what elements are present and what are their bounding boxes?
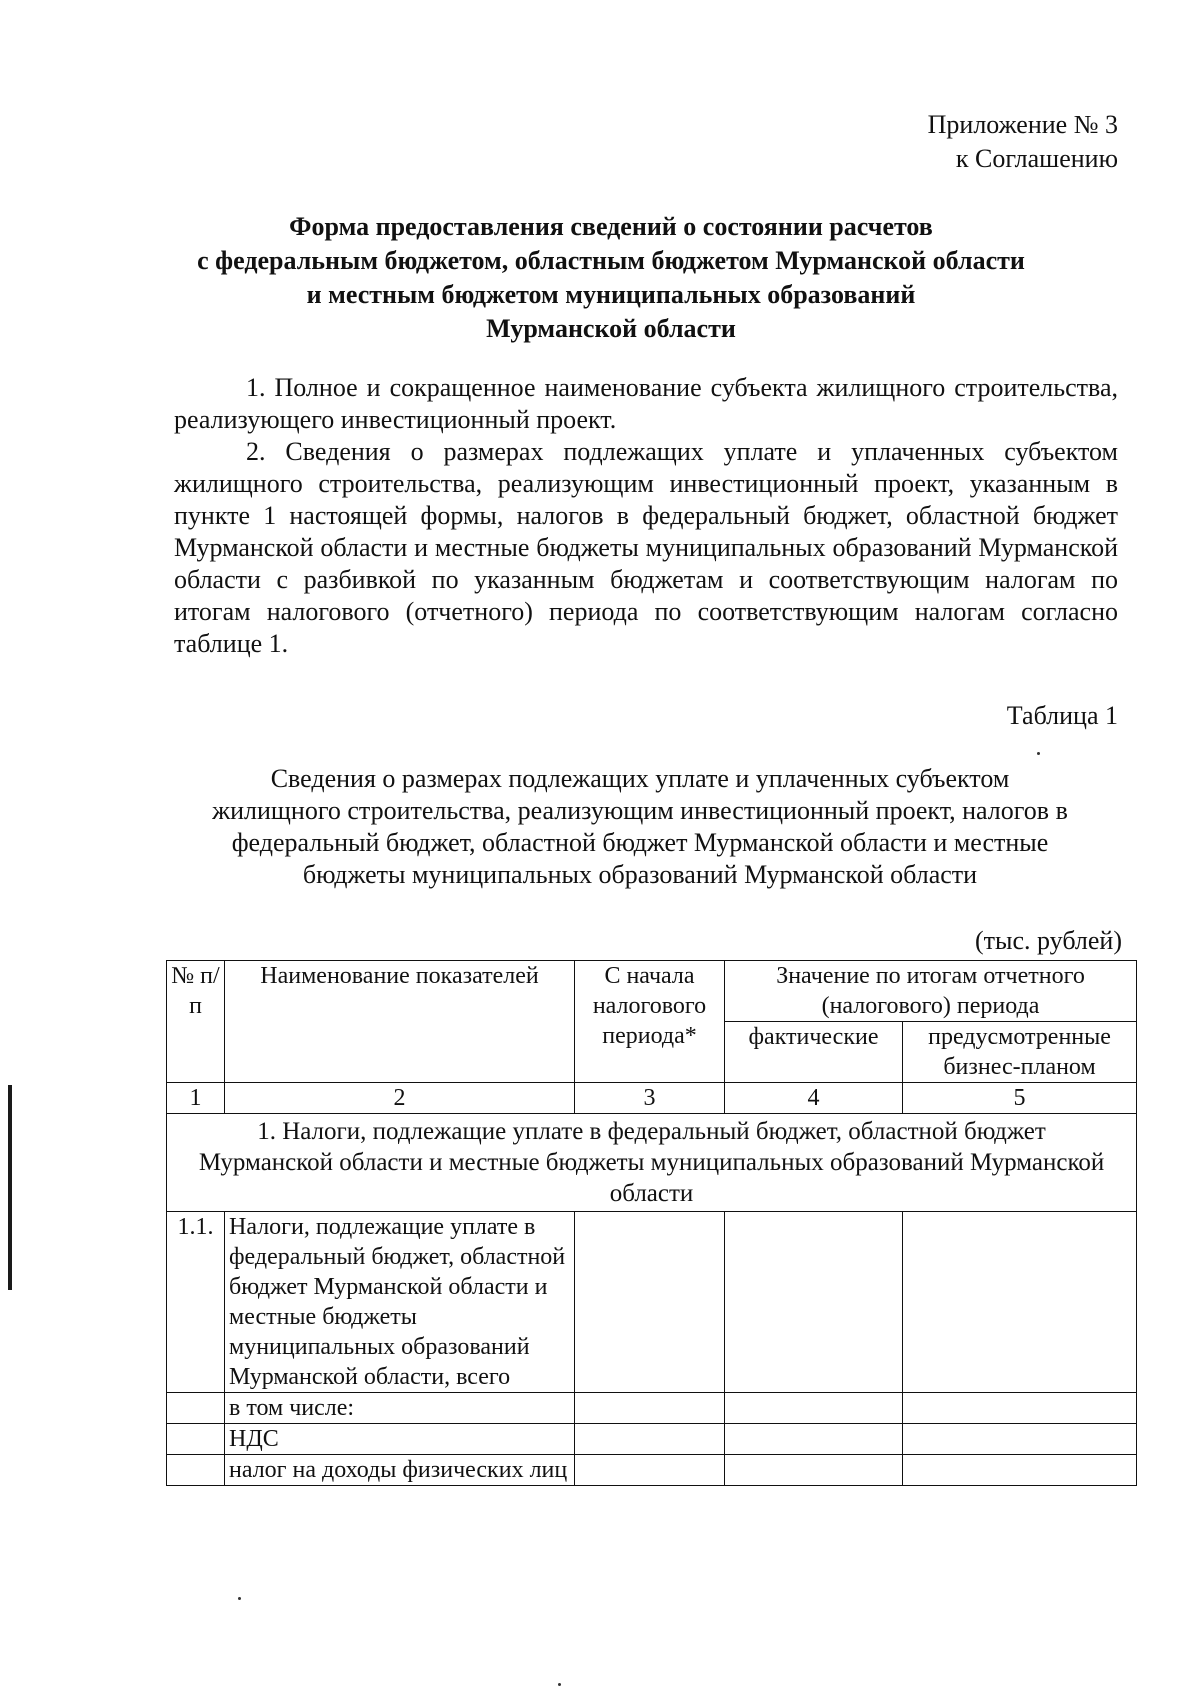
column-number: 5 [903, 1083, 1137, 1114]
table-title-line: Сведения о размерах подлежащих уплате и уплаченных субъектом [270, 764, 1010, 793]
cell-since-start [575, 1424, 725, 1455]
row-num [167, 1393, 225, 1424]
row-name: НДС [225, 1424, 575, 1455]
header-name: Наименование показателей [225, 961, 575, 1083]
cell-actual [725, 1455, 903, 1486]
appendix-number: Приложение № 3 [927, 110, 1118, 139]
appendix-label [928, 108, 1118, 176]
header-actual: фактические [725, 1022, 903, 1083]
scan-edge-mark [8, 1085, 12, 1290]
table-title-line: бюджеты муниципальных образований Мурманской области [302, 860, 978, 889]
column-number: 4 [725, 1083, 903, 1114]
header-num: № п/п [167, 961, 225, 1083]
form-title-line: Форма предоставления сведений о состоянии расчетов [289, 212, 933, 241]
cell-planned [903, 1212, 1137, 1393]
section-1-heading: 1. Налоги, подлежащие уплате в федеральный бюджет, областной бюджет Мурманской области и местные бюджеты муниципальных образований Мурманской области [167, 1114, 1137, 1212]
row-num [167, 1455, 225, 1486]
table-caption: Таблица 1 [1006, 701, 1118, 730]
scan-speck [558, 1683, 561, 1686]
table-row [167, 1424, 1137, 1455]
cell-planned [903, 1424, 1137, 1455]
table-title [160, 763, 1120, 891]
tax-table [166, 960, 1137, 1486]
column-number: 3 [575, 1083, 725, 1114]
row-name: налог на доходы физических лиц [225, 1455, 575, 1486]
row-num: 1.1. [167, 1212, 225, 1393]
paragraph-2: 2. Сведения о размерах подлежащих уплате и уплаченных субъектом жилищного строительства, реализующим инвестиционный проект, указанным в пункте 1 настоящей формы, налогов в федеральный бюджет, областной бюджет Мурманской области и местные бюджеты муниципальных образований Мурманской области с разбивкой по указанным бюджетам и соответствующим налогам по итогам налогового (отчетного) периода по соответствующим налогам согласно таблице 1. [174, 437, 1118, 658]
cell-actual [725, 1393, 903, 1424]
header-period-values: Значение по итогам отчетного (налогового) периода [725, 961, 1137, 1022]
cell-since-start [575, 1393, 725, 1424]
cell-planned [903, 1455, 1137, 1486]
row-num [167, 1424, 225, 1455]
appendix-reference: к Соглашению [955, 144, 1118, 173]
form-title-line: и местным бюджетом муниципальных образований [306, 280, 916, 309]
table-row [167, 1393, 1137, 1424]
row-name: Налоги, подлежащие уплате в федеральный бюджет, областной бюджет Мурманской области и местные бюджеты муниципальных образований Мурманской области, всего [225, 1212, 575, 1393]
row-name: в том числе: [225, 1393, 575, 1424]
header-row [167, 961, 1137, 1022]
cell-actual [725, 1212, 903, 1393]
form-title-line: Мурманской области [486, 314, 736, 343]
table-title-line: федеральный бюджет, областной бюджет Мурманской области и местные [231, 828, 1049, 857]
form-title-line: с федеральным бюджетом, областным бюджетом Мурманской области [197, 246, 1025, 275]
column-numbers-row [167, 1083, 1137, 1114]
scan-speck [238, 1597, 241, 1600]
paragraph-1: 1. Полное и сокращенное наименование субъекта жилищного строительства, реализующего инвестиционный проект. [174, 373, 1118, 434]
column-number: 2 [225, 1083, 575, 1114]
cell-actual [725, 1424, 903, 1455]
table-row [167, 1212, 1137, 1393]
section-row [167, 1114, 1137, 1212]
header-planned: предусмотренные бизнес-планом [903, 1022, 1137, 1083]
scan-speck [1037, 752, 1040, 755]
form-title [150, 210, 1072, 346]
cell-since-start [575, 1455, 725, 1486]
column-number: 1 [167, 1083, 225, 1114]
units-label: (тыс. рублей) [974, 926, 1122, 955]
cell-since-start [575, 1212, 725, 1393]
table-title-line: жилищного строительства, реализующим инвестиционный проект, налогов в [212, 796, 1068, 825]
cell-planned [903, 1393, 1137, 1424]
table-row [167, 1455, 1137, 1486]
header-since-start: С начала налогового периода* [575, 961, 725, 1083]
